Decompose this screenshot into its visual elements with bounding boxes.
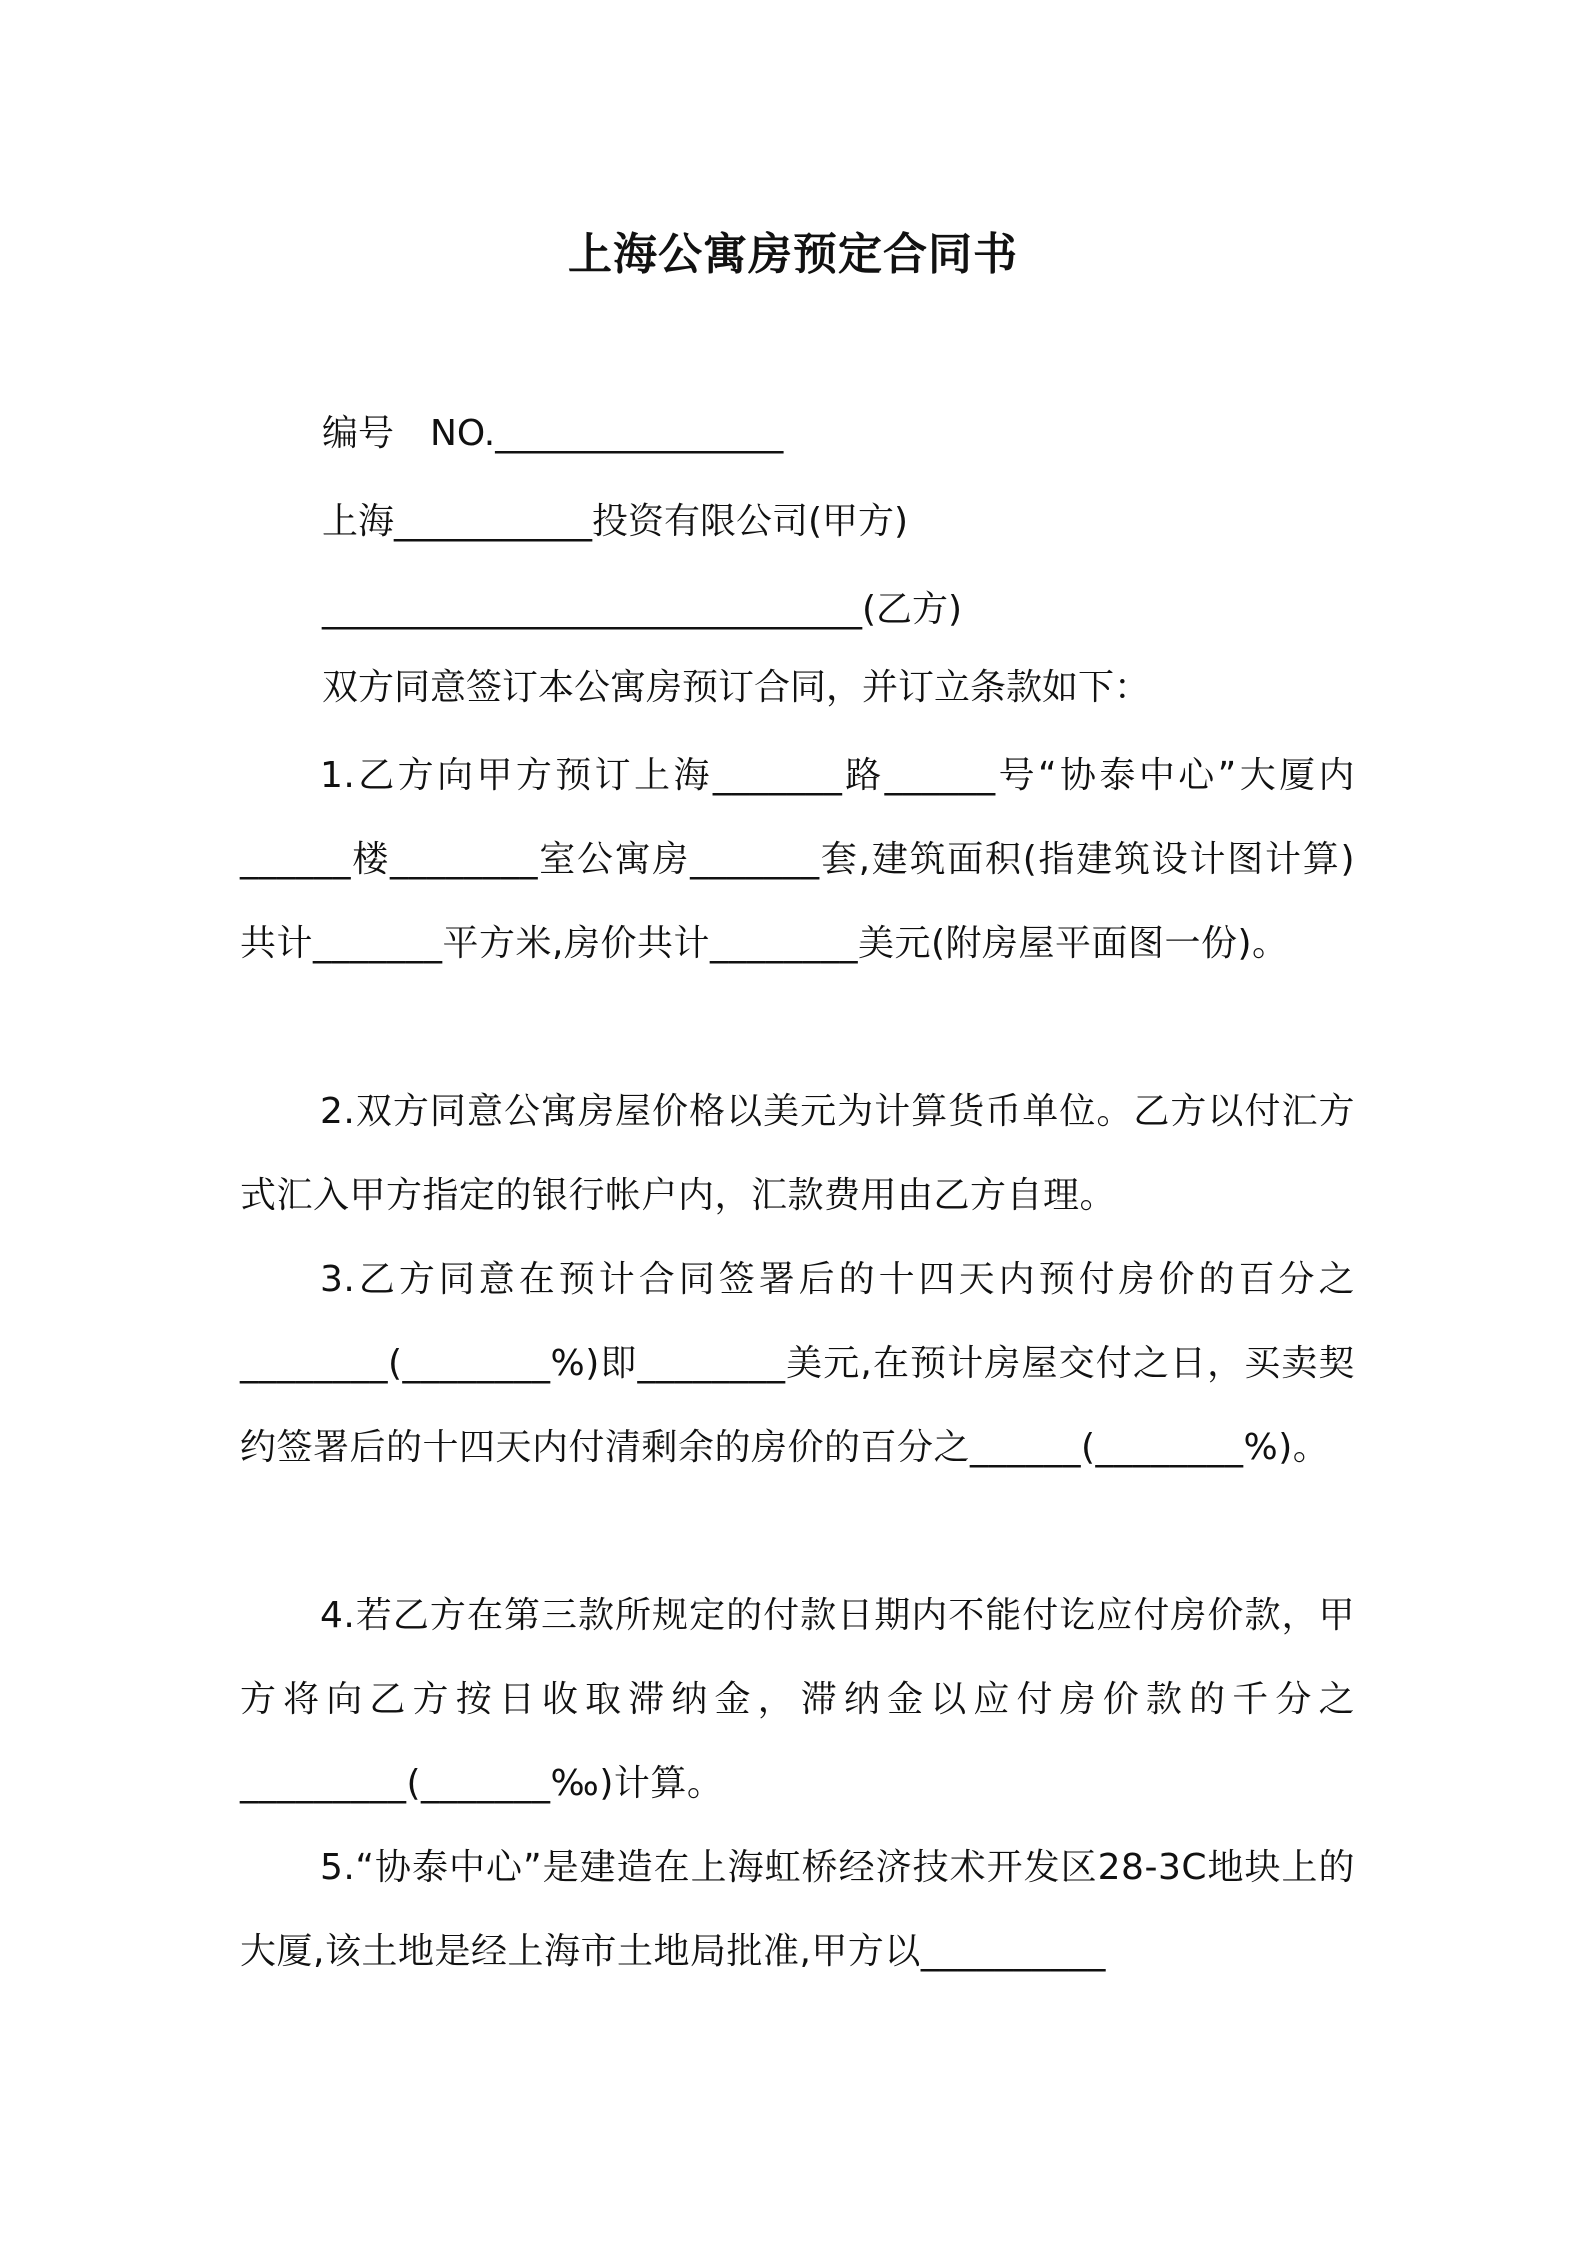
clause-5: 5.“协泰中心”是建造在上海虹桥经济技术开发区28-3C地块上的大厦,该土地是经上海市土地局批准,甲方以__________ bbox=[240, 1847, 1355, 1972]
party-b-line: ______________________________(乙方) bbox=[322, 589, 963, 630]
clause-4: 4.若乙方在第三款所规定的付款日期内不能付讫应付房价款，甲方将向乙方按日收取滞纳金，滞纳金以应付房价款的千分之_________(_______‰)计算。 bbox=[240, 1595, 1355, 1804]
clause-1: 1.乙方向甲方预订上海_______路______号“协泰中心”大厦内______楼________室公寓房_______套,建筑面积(指建筑设计图计算)共计_______平方米,房价共计________美元(附房屋平面图一份)。 bbox=[240, 755, 1355, 964]
document-title: 上海公寓房预定合同书 bbox=[568, 229, 1018, 280]
contract-number-line: 编号 NO.________________ bbox=[322, 413, 784, 454]
clause-3: 3.乙方同意在预计合同签署后的十四天内预付房价的百分之________(________%)即________美元,在预计房屋交付之日，买卖契约签署后的十四天内付清剩余的房价的百分之______(________%)。 bbox=[240, 1259, 1355, 1468]
clause-2: 2.双方同意公寓房屋价格以美元为计算货币单位。乙方以付汇方式汇入甲方指定的银行帐户内，汇款费用由乙方自理。 bbox=[240, 1091, 1355, 1216]
intro-line: 双方同意签订本公寓房预订合同，并订立条款如下： bbox=[322, 667, 1151, 708]
party-a-line: 上海___________投资有限公司(甲方) bbox=[322, 501, 909, 542]
